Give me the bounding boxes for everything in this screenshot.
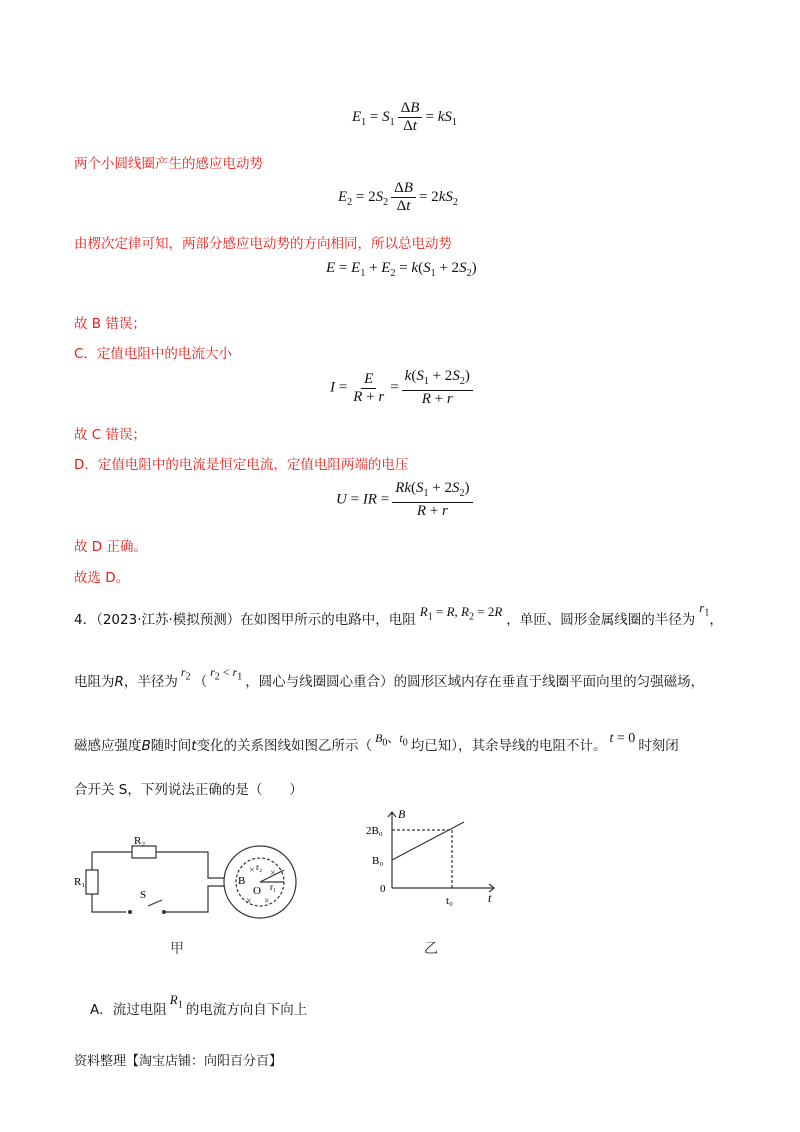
text-b-wrong: 故 B 错误；	[74, 316, 146, 332]
svg-text:×: ×	[246, 896, 252, 907]
text-d-heading: D．定值电阻中的电流是恒定电流，定值电阻两端的电压	[74, 457, 409, 473]
text-emf-small: 两个小圆线圈产生的感应电动势	[74, 156, 263, 172]
svg-text:×: ×	[249, 865, 255, 876]
svg-text:×: ×	[264, 896, 270, 907]
label-b: B	[238, 875, 246, 887]
question-line-3: 磁感应强度B随时间t变化的关系图线如图乙所示（ $B_0$、$t_0$ 均已知），其余导线的电阻不计。 t = 0 时刻闭	[74, 731, 679, 754]
question-text-1a: 在如图甲所示的电路中，电阻	[240, 612, 416, 628]
question-text-3c: 变化的关系图线如图乙所示（	[196, 738, 373, 754]
question-text-3a: 磁感应强度	[74, 738, 142, 754]
formula-r2-lt-r1: $r_2 < r_1$	[210, 665, 243, 683]
figure-jia-label: 甲	[170, 941, 184, 957]
label-r1: R₁	[74, 876, 86, 888]
formula-r1-option: $R_1$	[169, 992, 183, 1011]
text-c-wrong: 故 C 错误；	[74, 427, 147, 443]
equation-e2: $E_2 = 2S_2$ $\frac{\Delta B}{\Delta t}$ = $2kS_2$	[338, 180, 458, 214]
question-text-2a: 电阻为	[74, 674, 115, 690]
question-text-2b: ，半径为	[123, 674, 178, 690]
label-o: O	[253, 885, 261, 897]
formula-b0-t0: $B_0$、$t_0$	[375, 731, 408, 749]
text-choose: 故选 D。	[74, 570, 130, 586]
label-r-small-2: r₂	[256, 862, 263, 872]
question-text-3b: 随时间	[150, 738, 192, 754]
question-text-1b: ，单匝、圆形金属线圈的半径为	[506, 612, 696, 628]
figure-yi-label: 乙	[424, 941, 438, 957]
graph-label-2b0: 2B₀	[366, 825, 383, 837]
graph-label-b: B	[398, 808, 406, 821]
graph-label-t0: t₀	[446, 895, 453, 907]
question-number: 4．	[74, 612, 97, 628]
text-d-right: 故 D 正确。	[74, 539, 147, 555]
option-a	[90, 992, 308, 1021]
formula-r2: $r_2$	[180, 665, 191, 683]
formula-r1: $r_1$	[699, 600, 710, 619]
text-lenz: 由楞次定律可知，两部分感应电动势的方向相同，所以总电动势	[74, 236, 452, 252]
label-r-small-1: r₁	[270, 882, 277, 892]
graph-label-b0: B₀	[372, 855, 384, 867]
question-text-3e: 时刻闭	[638, 738, 679, 754]
question-text-3d: 均已知），其余导线的电阻不计。	[410, 738, 607, 754]
equation-e1: $E_1 = S_1$ $\frac{\Delta B}{\Delta t}$ = $kS_1$	[352, 100, 457, 134]
svg-text:×: ×	[270, 868, 276, 879]
equation-total-e: $E = E_1 + E_2 = k(S_1 + 2S_2)$	[326, 260, 477, 279]
question-line-4: 合开关 S，下列说法正确的是（ ）	[74, 782, 303, 798]
option-a-prefix: A．流过电阻	[90, 1002, 167, 1018]
graph-label-t: t	[488, 891, 492, 905]
text-c-heading: C．定值电阻中的电流大小	[74, 346, 232, 362]
formula-t-eq-0: t = 0	[609, 731, 636, 746]
equation-voltage: U = IR = $\frac{Rk(S_1 + 2S_2)}{R + r}$	[336, 480, 476, 520]
graph-label-zero: 0	[380, 883, 386, 895]
question-source: （2023·江苏·模拟预测）	[96, 612, 241, 628]
option-a-suffix: 的电流方向自下向上	[185, 1002, 308, 1018]
label-switch: S	[140, 889, 147, 901]
question-line-2: 电阻为R，半径为$r_2$ （$r_2 < r_1$ ，圆心与线圈圆心重合）的圆形区域内存在垂直于线圈平面向里的匀强磁场，	[74, 665, 705, 690]
formula-resistors: $R_1 = R$, $R_2 = 2R$	[419, 604, 503, 623]
circuit-diagram	[74, 830, 304, 930]
equation-current: I = $\frac{E}{R + r}$ = $\frac{k(S_1 + 2S_2)}{R + r}$	[330, 368, 476, 408]
question-line-1: 4．（2023·江苏·模拟预测）在如图甲所示的电路中，电阻$R_1 = R$, $R_2 = 2R$，单匝、圆形金属线圈的半径为$r_1$，	[74, 600, 723, 628]
question-text-2c: ，圆心与线圈圆心重合）的圆形区域内存在垂直于线圈平面向里的匀强磁场，	[245, 674, 705, 690]
footer-text: 资料整理【淘宝店铺：向阳百分百】	[74, 1054, 283, 1069]
label-r2: R₂	[134, 835, 146, 847]
bt-graph	[362, 808, 502, 908]
